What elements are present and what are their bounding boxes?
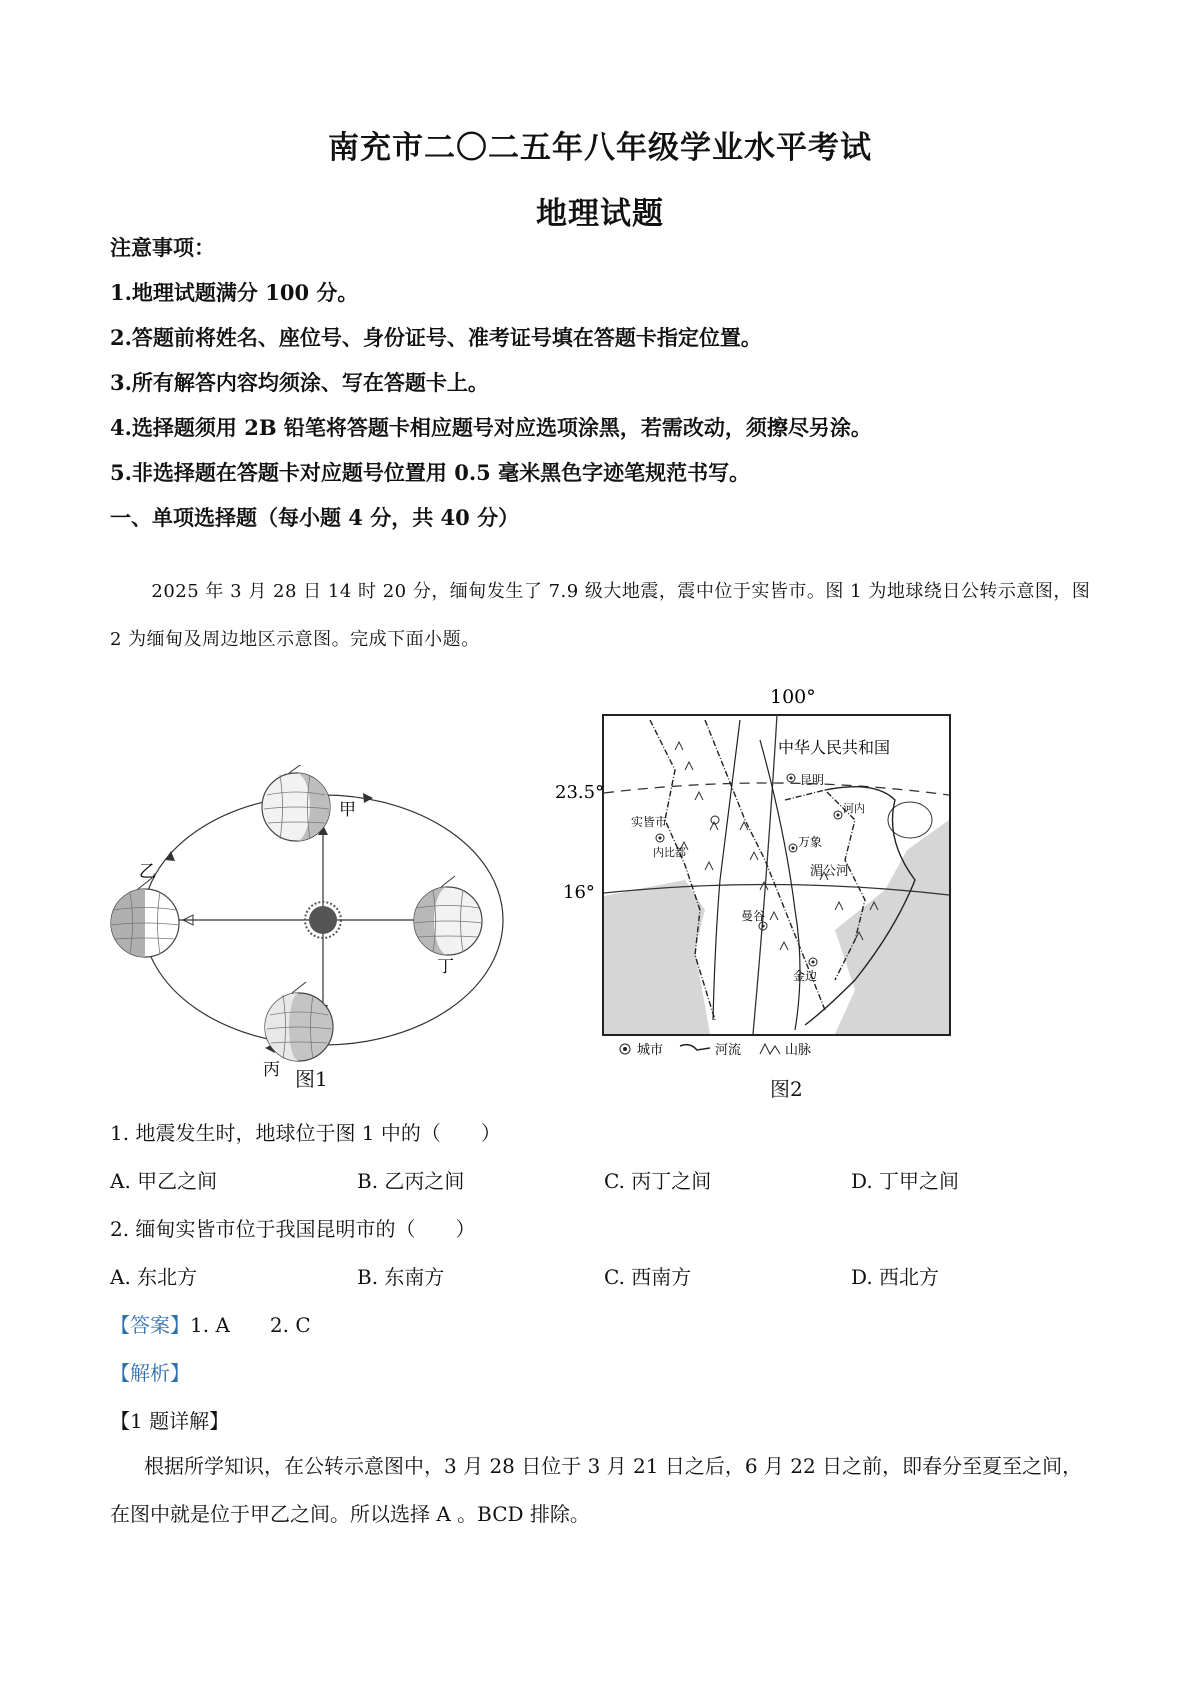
question-intro: 2025 年 3 月 28 日 14 时 20 分，缅甸发生了 7.9 级大地震，震中位于实皆市。图 1 为地球绕日公转示意图，图 2 为缅甸及周边地区示意图。完成下面小题。 [110, 581, 1091, 650]
city-kunming: 昆明 [800, 773, 825, 787]
answer-line [110, 1309, 311, 1338]
figure2-caption: 图2 [770, 1077, 803, 1101]
river-mekong: 湄公河 [810, 864, 850, 879]
q2-option-d[interactable]: D. 西北方 [851, 1265, 940, 1289]
question-2-stem: 2. 缅甸实皆市位于我国昆明市的（ ） [110, 1217, 476, 1241]
q2-option-a[interactable]: A. 东北方 [110, 1265, 198, 1289]
notice-item-2: 2.答题前将姓名、座位号、身份证号、准考证号填在答题卡指定位置。 [110, 325, 762, 350]
notice-item-5: 5.非选择题在答题卡对应题号位置用 0.5 毫米黑色字迹笔规范书写。 [110, 460, 751, 485]
question-1-stem: 1. 地震发生时，地球位于图 1 中的（ ） [110, 1121, 501, 1145]
label-ding: 丁 [437, 957, 454, 977]
analysis-label: 【解析】 [110, 1361, 190, 1385]
label-jia: 甲 [339, 800, 356, 820]
q2-option-c[interactable]: C. 西南方 [604, 1265, 692, 1289]
section-heading: 一、单项选择题（每小题 4 分，共 40 分） [110, 505, 520, 530]
figure2-map [555, 680, 970, 1060]
notice-item-3: 3.所有解答内容均须涂、写在答题卡上。 [110, 370, 489, 395]
exam-title: 南充市二〇二五年八年级学业水平考试 [328, 130, 872, 166]
earth-ding-icon [414, 876, 482, 955]
city-bangkok: 曼谷 [741, 909, 766, 923]
answer-label: 【答案】 [110, 1313, 190, 1337]
sun-icon [309, 906, 337, 934]
city-phnompenh: 金边 [793, 969, 818, 983]
q1-option-b[interactable]: B. 乙丙之间 [357, 1169, 465, 1193]
city-vientiane: 万象 [798, 835, 823, 849]
lat16-label: 16° [563, 882, 595, 903]
earth-jia-icon [262, 765, 330, 841]
exam-subtitle: 地理试题 [536, 196, 664, 232]
notice-item-1: 1.地理试题满分 100 分。 [110, 280, 359, 305]
detail-text: 根据所学知识，在公转示意图中，3 月 28 日位于 3 月 21 日之后，6 月 22 日之前，即春分至夏至之间，在图中就是位于甲乙之间。所以选择 A 。BCD 排除。 [110, 1454, 1083, 1526]
legend-mountain: 山脉 [785, 1043, 812, 1058]
notice-heading: 注意事项： [110, 235, 215, 260]
notice-item-4: 4.选择题须用 2B 铅笔将答题卡相应题号对应选项涂黑，若需改动，须擦尽另涂。 [110, 415, 872, 440]
longitude-label: 100° [770, 686, 816, 708]
answer-value: 1. A 2. C [190, 1313, 311, 1337]
country-label: 中华人民共和国 [778, 738, 891, 757]
question-1-options [110, 1165, 1100, 1195]
city-sagaing: 实皆市 [631, 815, 668, 829]
earth-yi-icon [111, 878, 179, 957]
q1-option-a[interactable]: A. 甲乙之间 [110, 1169, 218, 1193]
legend-river: 河流 [715, 1043, 742, 1058]
q1-option-c[interactable]: C. 丙丁之间 [604, 1169, 712, 1193]
q1-option-d[interactable]: D. 丁甲之间 [851, 1169, 960, 1193]
detail-heading: 【1 题详解】 [110, 1409, 230, 1433]
figure1-revolution-diagram [105, 765, 555, 1095]
city-naypyidaw: 内比都 [653, 846, 686, 859]
label-yi: 乙 [139, 862, 156, 882]
city-hanoi: 河内 [843, 802, 865, 815]
figure1-caption: 图1 [295, 1067, 328, 1091]
legend-city: 城市 [637, 1043, 664, 1058]
tropic-label: 23.5° [555, 782, 605, 803]
q2-option-b[interactable]: B. 东南方 [357, 1265, 445, 1289]
label-bing: 丙 [263, 1060, 280, 1080]
question-2-options [110, 1261, 1100, 1291]
